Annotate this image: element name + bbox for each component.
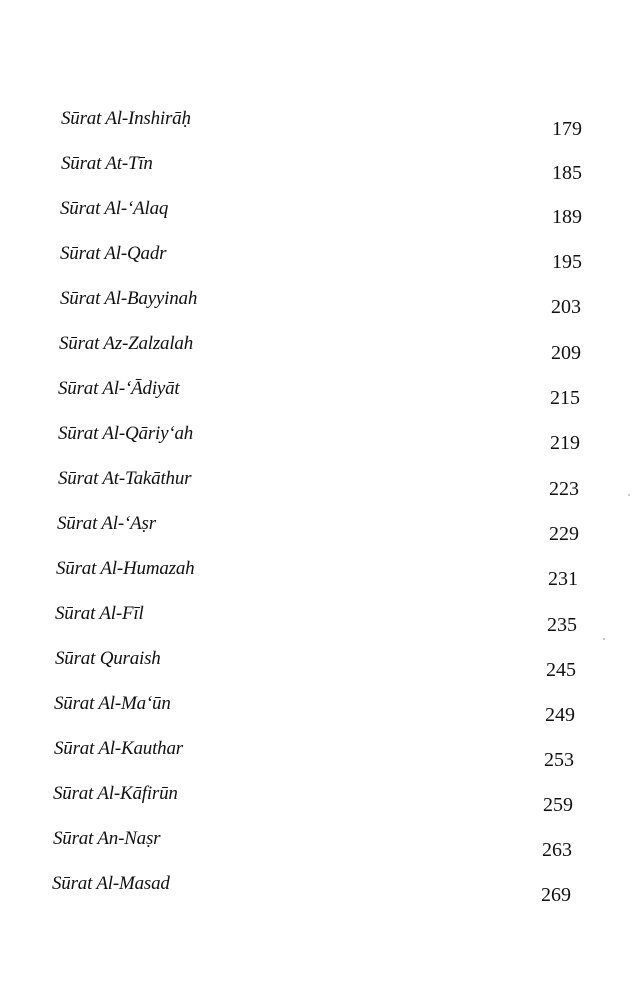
toc-entry-page: 189 xyxy=(552,206,582,228)
toc-entry-page: 263 xyxy=(542,839,572,861)
toc-entry-page: 249 xyxy=(545,704,575,726)
toc-entry xyxy=(0,648,638,681)
toc-entry-page: 195 xyxy=(552,251,582,273)
toc-entry-page: 223 xyxy=(549,478,579,500)
toc-entry-title: Sūrat At-Takāthur xyxy=(58,468,192,489)
toc-entry-page: 245 xyxy=(546,659,576,681)
toc-entry-page: 219 xyxy=(550,432,580,454)
toc-entry-title: Sūrat Quraish xyxy=(55,648,161,669)
scan-speck xyxy=(628,494,630,496)
toc-entry-title: Sūrat Al-Kāfirūn xyxy=(53,783,178,804)
toc-entry-page: 235 xyxy=(547,614,577,636)
toc-entry-title: Sūrat Al-Masad xyxy=(52,873,170,894)
toc-entry xyxy=(0,783,638,816)
toc-entry xyxy=(0,378,638,408)
toc-entry-title: Sūrat Al-Inshirāḥ xyxy=(61,108,191,129)
toc-entry-page: 179 xyxy=(552,118,582,140)
toc-entry-title: Sūrat Al-Qāriy‘ah xyxy=(58,423,194,444)
toc-entry-page: 209 xyxy=(551,342,581,364)
toc-entry xyxy=(0,198,638,228)
toc-entry-title: Sūrat Al-Kauthar xyxy=(54,738,183,759)
toc-entry-page: 253 xyxy=(544,749,574,771)
toc-entry-page: 215 xyxy=(550,387,580,409)
toc-entry-title: Sūrat Al-Humazah xyxy=(56,558,195,579)
toc-entry-title: Sūrat Al-‘Aṣr xyxy=(57,513,156,534)
toc-entry xyxy=(0,423,638,453)
toc-entry-page: 229 xyxy=(549,523,579,545)
toc-entry xyxy=(0,603,638,636)
toc-entry xyxy=(0,828,638,861)
toc-entry-title: Sūrat At-Tīn xyxy=(61,153,153,174)
toc-entry-page: 231 xyxy=(548,568,578,590)
toc-entry xyxy=(0,153,638,183)
toc-entry xyxy=(0,738,638,771)
toc-entry xyxy=(0,693,638,726)
toc-entry-page: 269 xyxy=(541,884,571,906)
toc-entry-title: Sūrat Al-‘Alaq xyxy=(60,198,169,219)
toc-entry xyxy=(0,108,638,138)
toc-entry-page: 185 xyxy=(552,162,582,184)
toc-entry xyxy=(0,333,638,363)
toc-entry-title: Sūrat An-Naṣr xyxy=(53,828,161,849)
toc-entry-title: Sūrat Al-Fīl xyxy=(55,603,144,624)
scan-speck xyxy=(603,638,605,640)
toc-entry-page: 203 xyxy=(551,296,581,318)
toc-entry xyxy=(0,558,638,588)
toc-entry-title: Sūrat Al-‘Ādiyāt xyxy=(58,378,180,399)
toc-entry xyxy=(0,288,638,318)
toc-entry xyxy=(0,513,638,543)
toc-entry xyxy=(0,243,638,273)
toc-entry-title: Sūrat Az-Zalzalah xyxy=(59,333,194,354)
toc-entry-page: 259 xyxy=(543,794,573,816)
toc-entry-title: Sūrat Al-Bayyinah xyxy=(60,288,198,309)
toc-entry xyxy=(0,873,638,906)
toc-entry-title: Sūrat Al-Ma‘ūn xyxy=(54,693,171,714)
toc-entry-title: Sūrat Al-Qadr xyxy=(60,243,167,264)
toc-entry xyxy=(0,468,638,498)
